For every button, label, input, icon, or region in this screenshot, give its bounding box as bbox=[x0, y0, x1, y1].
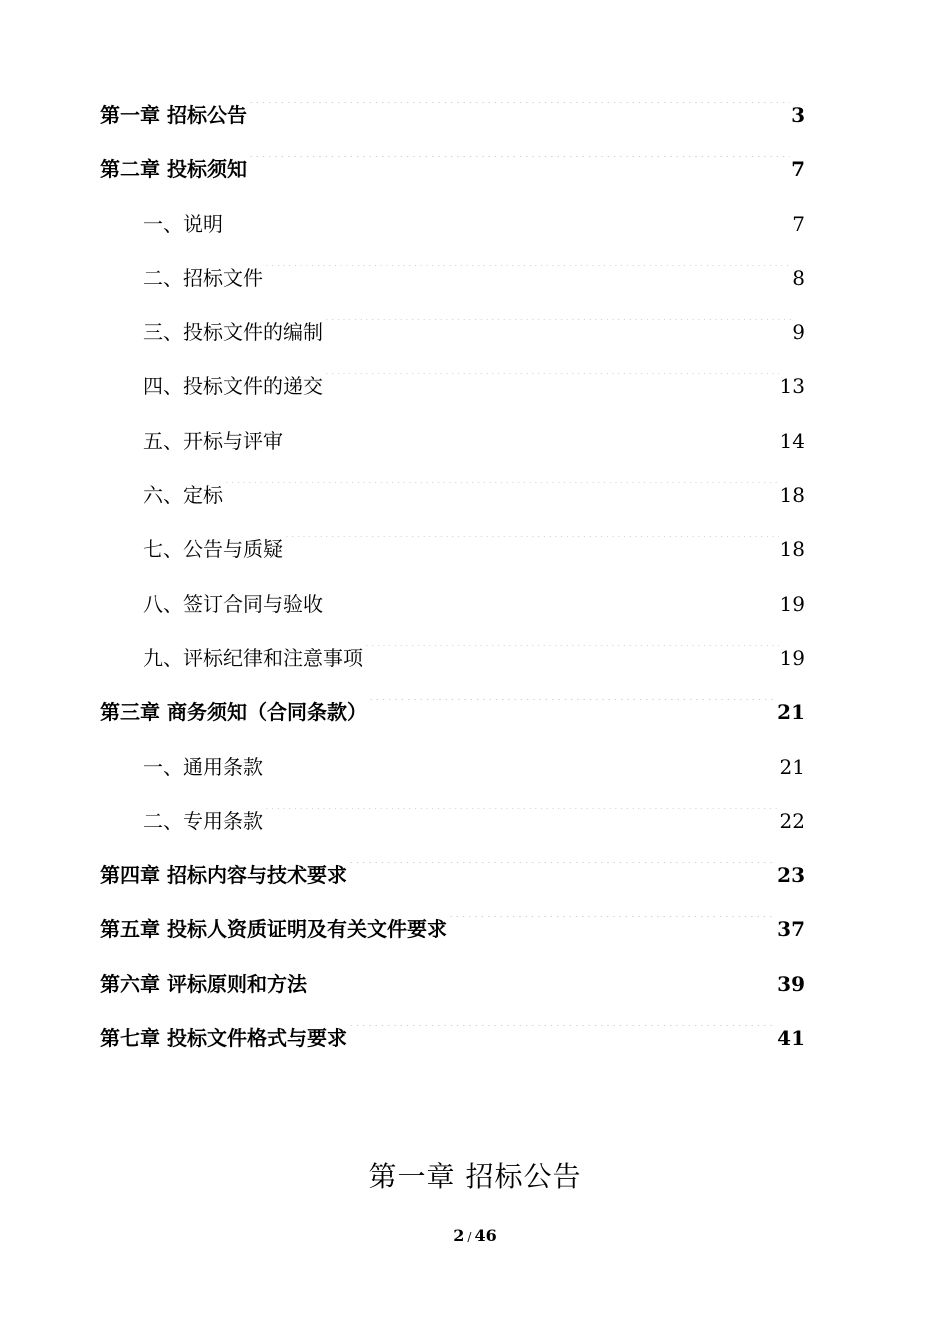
toc-entry-page: 21 bbox=[777, 700, 805, 725]
toc-entry[interactable] bbox=[100, 359, 805, 413]
toc-entry-page: 13 bbox=[779, 374, 805, 399]
toc-entry[interactable] bbox=[100, 305, 805, 359]
toc-entry-title: 七、公告与质疑 bbox=[143, 537, 283, 562]
toc-dot-leader bbox=[248, 102, 790, 122]
toc-dot-leader bbox=[348, 1025, 776, 1045]
toc-entry-title: 九、评标纪律和注意事项 bbox=[143, 645, 363, 670]
toc-entry-page: 19 bbox=[779, 645, 805, 670]
table-of-contents bbox=[100, 88, 805, 1065]
toc-entry-title: 第七章 投标文件格式与要求 bbox=[100, 1026, 347, 1051]
chapter-heading: 第一章 招标公告 bbox=[368, 1160, 582, 1193]
toc-entry[interactable] bbox=[100, 957, 805, 1011]
toc-entry-page: 37 bbox=[777, 917, 805, 942]
toc-entry-page: 41 bbox=[777, 1026, 805, 1051]
toc-dot-leader bbox=[248, 156, 790, 176]
toc-entry[interactable] bbox=[100, 685, 805, 739]
toc-entry-title: 第四章 招标内容与技术要求 bbox=[100, 863, 347, 888]
toc-entry-title: 四、投标文件的递交 bbox=[143, 374, 323, 399]
toc-entry-page: 19 bbox=[779, 591, 805, 616]
toc-dot-leader bbox=[368, 699, 776, 719]
toc-entry-title: 二、专用条款 bbox=[143, 808, 263, 833]
toc-entry-page: 18 bbox=[779, 537, 805, 562]
page-number-separator: / bbox=[467, 1230, 472, 1244]
toc-entry[interactable] bbox=[100, 414, 805, 468]
toc-dot-leader bbox=[264, 808, 779, 828]
toc-entry-page: 18 bbox=[779, 483, 805, 508]
toc-entry-page: 7 bbox=[791, 157, 805, 182]
toc-dot-leader bbox=[348, 862, 776, 882]
toc-entry-page: 7 bbox=[792, 211, 805, 236]
toc-entry-title: 六、定标 bbox=[143, 483, 223, 508]
toc-entry[interactable] bbox=[100, 522, 805, 576]
toc-entry[interactable] bbox=[100, 251, 805, 305]
toc-dot-leader bbox=[364, 645, 779, 665]
current-page-number: 2 bbox=[453, 1226, 465, 1245]
toc-entry[interactable] bbox=[100, 902, 805, 956]
toc-entry-title: 第三章 商务须知（合同条款） bbox=[100, 700, 367, 725]
toc-entry[interactable] bbox=[100, 631, 805, 685]
toc-entry-title: 三、投标文件的编制 bbox=[143, 320, 323, 345]
toc-entry-page: 23 bbox=[777, 863, 805, 888]
toc-entry-title: 八、签订合同与验收 bbox=[143, 591, 323, 616]
toc-entry-title: 二、招标文件 bbox=[143, 265, 263, 290]
toc-dot-leader bbox=[224, 211, 791, 231]
total-page-count: 46 bbox=[474, 1226, 497, 1245]
toc-entry[interactable] bbox=[100, 848, 805, 902]
toc-entry[interactable] bbox=[100, 197, 805, 251]
toc-entry-page: 21 bbox=[779, 754, 805, 779]
toc-entry-page: 14 bbox=[779, 428, 805, 453]
toc-entry[interactable] bbox=[100, 88, 805, 142]
toc-entry-title: 第六章 评标原则和方法 bbox=[100, 971, 307, 996]
toc-entry[interactable] bbox=[100, 577, 805, 631]
toc-entry-title: 一、说明 bbox=[143, 211, 223, 236]
toc-dot-leader bbox=[448, 916, 776, 936]
toc-dot-leader bbox=[264, 754, 779, 774]
toc-dot-leader bbox=[284, 428, 779, 448]
toc-entry[interactable] bbox=[100, 142, 805, 196]
toc-dot-leader bbox=[324, 591, 779, 611]
toc-entry-title: 第五章 投标人资质证明及有关文件要求 bbox=[100, 917, 447, 942]
toc-dot-leader bbox=[324, 319, 791, 339]
page-number-footer bbox=[0, 1226, 950, 1245]
toc-entry-page: 39 bbox=[777, 971, 805, 996]
toc-entry-page: 22 bbox=[779, 808, 805, 833]
toc-dot-leader bbox=[308, 971, 776, 991]
toc-entry[interactable] bbox=[100, 740, 805, 794]
toc-entry-page: 9 bbox=[792, 320, 805, 345]
toc-entry-title: 第二章 投标须知 bbox=[100, 157, 247, 182]
toc-dot-leader bbox=[224, 482, 779, 502]
toc-entry-title: 一、通用条款 bbox=[143, 754, 263, 779]
toc-entry[interactable] bbox=[100, 794, 805, 848]
toc-entry[interactable] bbox=[100, 1011, 805, 1065]
toc-entry-page: 8 bbox=[792, 265, 805, 290]
toc-dot-leader bbox=[284, 536, 779, 556]
toc-dot-leader bbox=[324, 373, 779, 393]
toc-entry-title: 五、开标与评审 bbox=[143, 428, 283, 453]
toc-entry[interactable] bbox=[100, 468, 805, 522]
toc-entry-title: 第一章 招标公告 bbox=[100, 103, 247, 127]
toc-dot-leader bbox=[264, 265, 791, 285]
toc-entry-page: 3 bbox=[791, 103, 805, 127]
